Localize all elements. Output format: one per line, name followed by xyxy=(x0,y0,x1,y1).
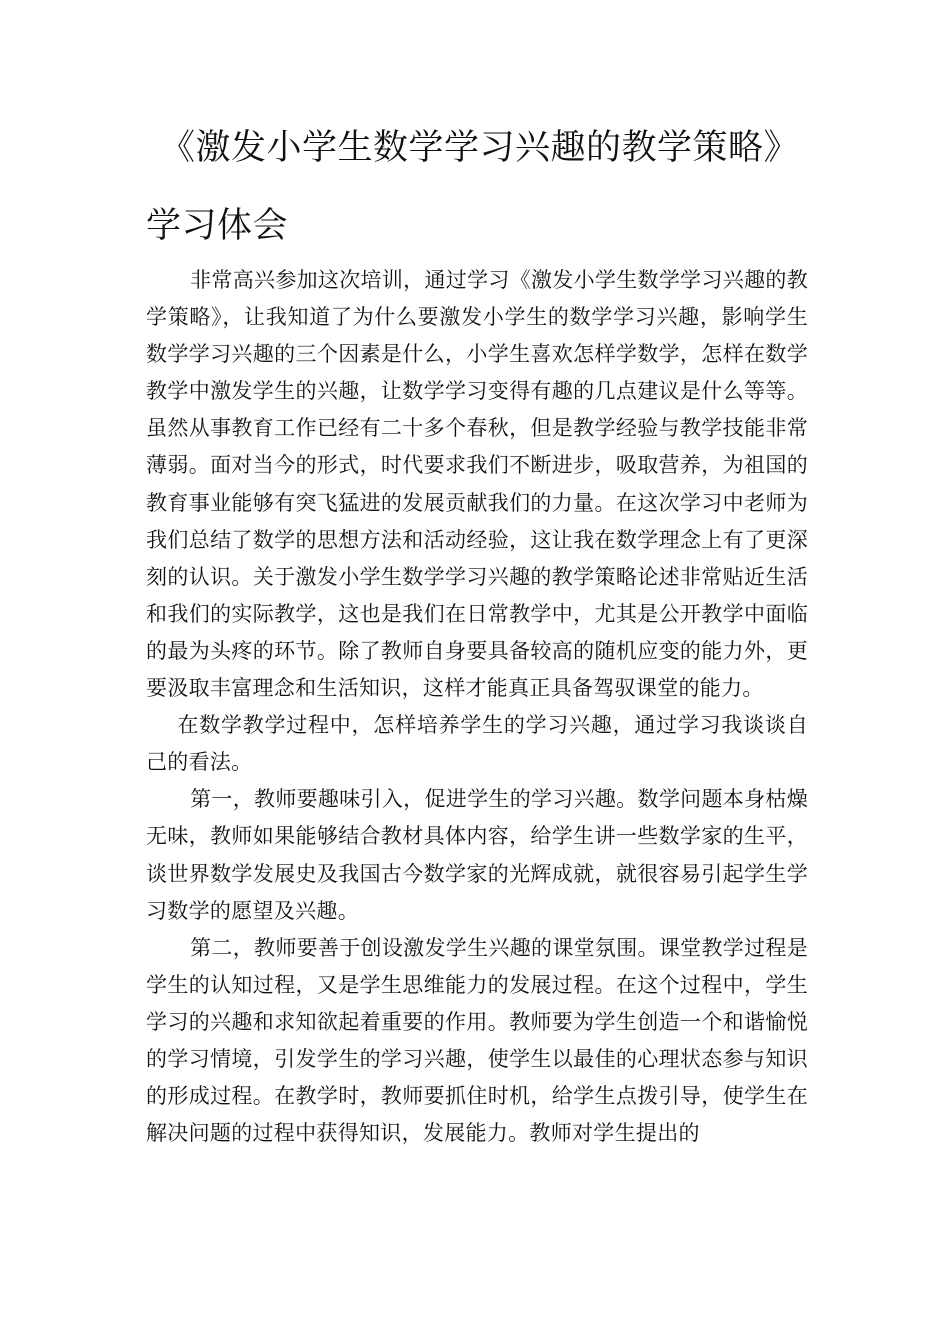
document-body xyxy=(146,262,808,1152)
paragraph-opinion: 在数学教学过程中，怎样培养学生的学习兴趣，通过学习我谈谈自己的看法。 xyxy=(146,713,808,775)
paragraph-intro: 非常高兴参加这次培训，通过学习《激发小学生数学学习兴趣的教学策略》，让我知道了为什么要激发小学生的数学学习兴趣，影响学生数学学习兴趣的三个因素是什么，小学生喜欢怎样学数学，怎样在数学教学中激发学生的兴趣，让数学学习变得有趣的几点建议是什么等等。虽然从事教育工作已经有二十多个春秋，但是教学经验与教学技能非常薄弱。面对当今的形式，时代要求我们不断进步，吸取营养，为祖国的教育事业能够有突飞猛进的发展贡献我们的力量。在这次学习中老师为我们总结了数学的思想方法和活动经验，这让我在数学理念上有了更深刻的认识。关于激发小学生数学学习兴趣的教学策略论述非常贴近生活和我们的实际教学，这也是我们在日常教学中，尤其是公开教学中面临的最为头疼的环节。除了教师自身要具备较高的随机应变的能力外，更要汲取丰富理念和生活知识，这样才能真正具备驾驭课堂的能力。 xyxy=(146,268,808,701)
title-line-2: 学习体会 xyxy=(146,206,289,246)
paragraph-point-2: 第二，教师要善于创设激发学生兴趣的课堂氛围。课堂教学过程是学生的认知过程，又是学生思维能力的发展过程。在这个过程中，学生学习的兴趣和求知欲起着重要的作用。教师要为学生创造一个和谐愉悦的学习情境，引发学生的学习兴趣，使学生以最佳的心理状态参与知识的形成过程。在教学时，教师要抓住时机，给学生点拨引导，使学生在解决问题的过程中获得知识，发展能力。教师对学生提出的 xyxy=(146,935,808,1146)
document-title xyxy=(146,118,830,256)
paragraph-point-1: 第一，教师要趣味引入，促进学生的学习兴趣。数学问题本身枯燥无味，教师如果能够结合教材具体内容，给学生讲一些数学家的生平，谈世界数学发展史及我国古今数学家的光辉成就，就很容易引起学生学习数学的愿望及兴趣。 xyxy=(146,787,808,923)
title-line-1: 《激发小学生数学学习兴趣的教学策略》 xyxy=(160,128,800,168)
